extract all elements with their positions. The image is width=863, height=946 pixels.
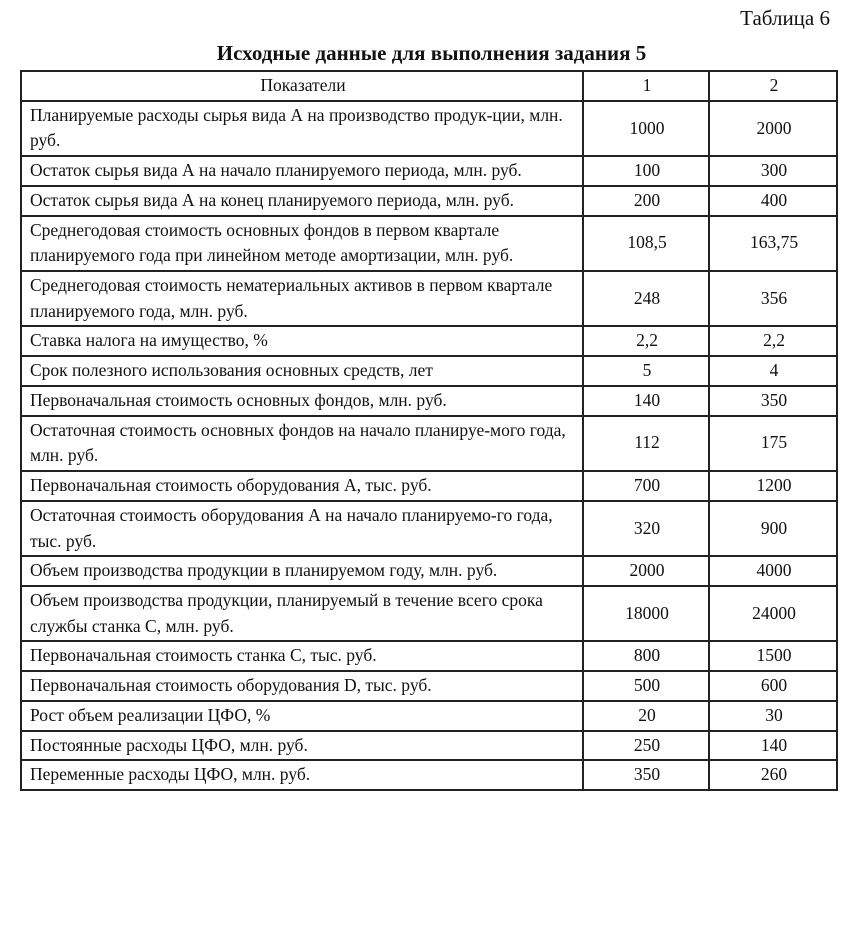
header-variant-1: 1 [583,71,709,101]
table-row [21,271,837,326]
table-row [21,101,837,156]
variant-2-value: 400 [709,186,837,216]
table-row [21,216,837,271]
table-row [21,760,837,790]
indicator-name: Остаточная стоимость основных фондов на начало планируе-мого года, млн. руб. [21,416,583,471]
indicator-name: Среднегодовая стоимость нематериальных активов в первом квартале планируемого года, млн. руб. [21,271,583,326]
variant-2-value: 24000 [709,586,837,641]
indicator-name: Объем производства продукции, планируемый в течение всего срока службы станка С, млн. руб. [21,586,583,641]
variant-1-value: 2,2 [583,326,709,356]
variant-1-value: 250 [583,731,709,761]
indicator-name: Первоначальная стоимость оборудования D, тыс. руб. [21,671,583,701]
variant-1-value: 350 [583,760,709,790]
variant-1-value: 800 [583,641,709,671]
variant-2-value: 4000 [709,556,837,586]
variant-1-value: 100 [583,156,709,186]
indicator-name: Первоначальная стоимость станка С, тыс. руб. [21,641,583,671]
variant-2-value: 350 [709,386,837,416]
indicator-name: Первоначальная стоимость основных фондов, млн. руб. [21,386,583,416]
indicator-name: Ставка налога на имущество, % [21,326,583,356]
table-row [21,556,837,586]
variant-1-value: 1000 [583,101,709,156]
table-row [21,586,837,641]
header-indicators: Показатели [21,71,583,101]
variant-1-value: 20 [583,701,709,731]
indicator-name: Постоянные расходы ЦФО, млн. руб. [21,731,583,761]
variant-1-value: 5 [583,356,709,386]
source-data-table [20,70,838,791]
table-row [21,186,837,216]
variant-2-value: 2,2 [709,326,837,356]
table-row [21,731,837,761]
variant-1-value: 248 [583,271,709,326]
indicator-name: Среднегодовая стоимость основных фондов в первом квартале планируемого года при линейном методе амортизации, млн. руб. [21,216,583,271]
variant-2-value: 1200 [709,471,837,501]
table-row [21,386,837,416]
indicator-name: Остаточная стоимость оборудования А на начало планируемо-го года, тыс. руб. [21,501,583,556]
indicator-name: Остаток сырья вида А на конец планируемого периода, млн. руб. [21,186,583,216]
variant-1-value: 700 [583,471,709,501]
variant-1-value: 320 [583,501,709,556]
variant-2-value: 30 [709,701,837,731]
table-row [21,671,837,701]
variant-1-value: 500 [583,671,709,701]
variant-2-value: 300 [709,156,837,186]
table-number-label: Таблица 6 [740,6,830,30]
page-title: Исходные данные для выполнения задания 5 [216,41,647,65]
indicator-name: Первоначальная стоимость оборудования А, тыс. руб. [21,471,583,501]
variant-2-value: 175 [709,416,837,471]
table-row [21,156,837,186]
table-row [21,471,837,501]
variant-2-value: 900 [709,501,837,556]
table-row [21,701,837,731]
table-header-row [21,71,837,101]
variant-2-value: 356 [709,271,837,326]
table-row [21,416,837,471]
variant-2-value: 600 [709,671,837,701]
table-row [21,326,837,356]
variant-1-value: 18000 [583,586,709,641]
variant-2-value: 1500 [709,641,837,671]
variant-2-value: 260 [709,760,837,790]
variant-1-value: 112 [583,416,709,471]
indicator-name: Объем производства продукции в планируемом году, млн. руб. [21,556,583,586]
indicator-name: Рост объем реализации ЦФО, % [21,701,583,731]
indicator-name: Остаток сырья вида А на начало планируемого периода, млн. руб. [21,156,583,186]
variant-1-value: 2000 [583,556,709,586]
variant-1-value: 140 [583,386,709,416]
variant-1-value: 108,5 [583,216,709,271]
variant-2-value: 4 [709,356,837,386]
indicator-name: Планируемые расходы сырья вида А на производство продук-ции, млн. руб. [21,101,583,156]
indicator-name: Переменные расходы ЦФО, млн. руб. [21,760,583,790]
table-row [21,356,837,386]
table-row [21,501,837,556]
header-variant-2: 2 [709,71,837,101]
variant-1-value: 200 [583,186,709,216]
variant-2-value: 163,75 [709,216,837,271]
variant-2-value: 140 [709,731,837,761]
table-row [21,641,837,671]
indicator-name: Срок полезного использования основных средств, лет [21,356,583,386]
variant-2-value: 2000 [709,101,837,156]
